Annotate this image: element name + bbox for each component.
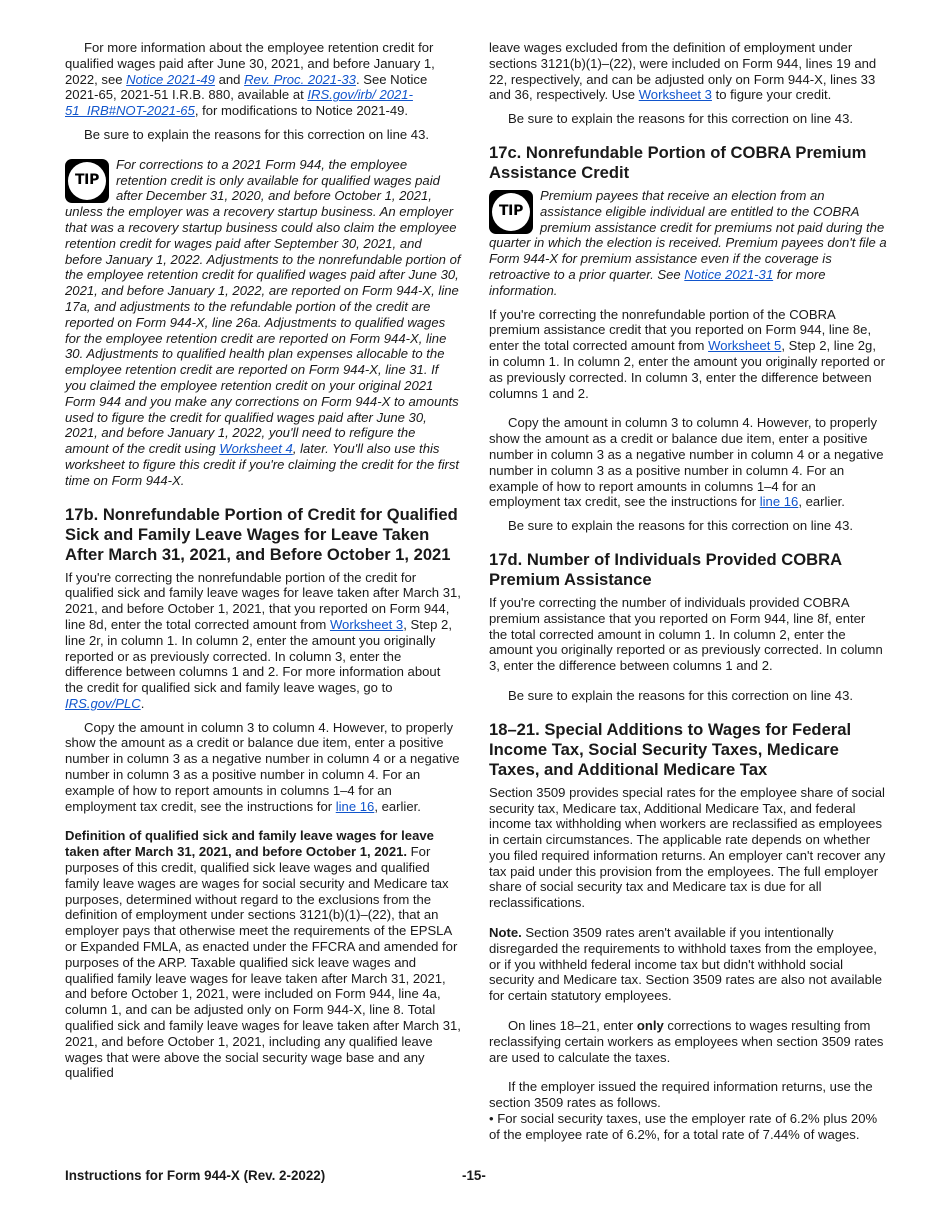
text: , earlier. xyxy=(798,494,845,510)
tip-icon xyxy=(489,190,533,234)
paragraph-note xyxy=(489,925,887,1004)
paragraph-erc-info xyxy=(65,40,461,119)
right-column xyxy=(489,40,887,1143)
tip-text: for more information. xyxy=(489,266,826,298)
heading-18-21: 18–21. Special Additions to Wages for Federal Income Tax, Social Security Taxes, Medicare Taxes, and Additional Medicare Tax xyxy=(489,719,852,779)
text: to figure your credit. xyxy=(711,87,832,103)
link-line-16[interactable]: line 16 xyxy=(759,494,799,510)
text: On lines 18–21, enter xyxy=(508,1018,637,1034)
tip-block-erc xyxy=(65,157,461,489)
paragraph-continued-wages xyxy=(489,40,887,103)
left-column xyxy=(65,40,461,1081)
text: Copy the amount in column 3 to column 4. However, to properly show the amount as a credit or balance due item, enter a positive number in column 3 as a negative number in column 4 or a negative number in column 3 as a positive number in column 4. For an example of how to report amounts in columns 1–4 for an employment tax credit, see the instructions for xyxy=(489,415,884,510)
heading-17b: 17b. Nonrefundable Portion of Credit for Qualified Sick and Family Leave Wages for Leave Taken After March 31, 2021, and Before October 1, 2021 xyxy=(65,504,458,564)
paragraph-lines-18-21 xyxy=(489,1018,887,1065)
tip-text: For corrections to a 2021 Form 944, the employee retention credit is only available for qualified wages paid after December 31, 2020, and before October 1, 2021, unless the employer was a recovery startup business. An employer that was a recovery startup business could also claim the employee retention credit for wages paid after September 30, 2021, and before January 1, 2022. Adjustments to the nonrefundable portion of the employee retention credit for qualified wages paid after June 30, 2021, and before January 1, 2022, are reported on Form 944-X, line 17a, and adjustments to the refundable portion of the credit are reported on Form 944-X, line 26a. Adjustments to qualified wages for the employee retention credit are reported on Form 944-X, line 30. Adjustments to qualified health plan expenses allocable to the employee retention credit are reported on Form 944-X, line 31. If you claimed the employee retention credit on your original 2021 Form 944 and you make any corrections on Form 944-X to amounts used to figure the credit for qualified wages paid after June 30, 2021, and before January 1, 2022, you'll need to refigure the amount of the credit using xyxy=(65,156,461,457)
text: Copy the amount in column 3 to column 4. However, to properly show the amount as a credit or balance due item, enter a positive number in column 3 as a negative number in column 4 or a negative number in column 3 as a positive number in column 4. For an example of how to report amounts in columns 1–4 for an employment tax credit, see the instructions for xyxy=(65,719,460,814)
paragraph-explain-line-43: Be sure to explain the reasons for this correction on line 43. xyxy=(508,111,853,127)
text: For purposes of this credit, qualified sick leave wages and qualified family leave wages are wages for social security and Medicare tax purposes, determined without regard to the exclusions from the definition of employment under sections 3121(b)(1)–(22), that an employer pays that otherwise meet the requirements of the EPSLA or Expanded FMLA, as enacted under the FFCRA and amended for purposes of the ARP. Taxable qualified sick leave wages and qualified family leave wages for leave taken after March 31, 2021, and before October 1, 2021, were included on Form 944, line 4a, column 1, and can be adjusted only on Form 944-X, line 8. Total qualified sick and family leave wages for leave taken after March 31, 2021, and before October 1, 2021, including any qualified leave wages that were above the social security wage base and any qualified xyxy=(65,844,461,1081)
page-number: -15- xyxy=(462,1168,486,1183)
link-worksheet-3[interactable]: Worksheet 3 xyxy=(638,87,712,103)
bullet-social-security: • For social security taxes, use the employer rate of 6.2% plus 20% of the employee rate of 6.2%, for a total rate of 7.44% of wages. xyxy=(489,1111,878,1142)
bold-word: only xyxy=(636,1018,664,1034)
tip-block-cobra xyxy=(489,188,887,299)
link-worksheet-3[interactable]: Worksheet 3 xyxy=(329,616,404,632)
bold-lead: Note. xyxy=(489,925,522,941)
tip-icon xyxy=(65,159,109,203)
link-notice-2021-31[interactable]: Notice 2021-31 xyxy=(684,266,774,282)
paragraph-section-3509: Section 3509 provides special rates for the employee share of social security tax, Medicare tax, Additional Medicare Tax, and federal income tax withholding when workers are reclassified as employees in certain circumstances. The applicable rate depends on whether you filed required information returns. An employer can't recover any tax paid under this provision from the employees. The full employer share of social security tax and Medicare tax is due for all reclassifications. xyxy=(489,784,886,911)
heading-17d: 17d. Number of Individuals Provided COBRA Premium Assistance xyxy=(489,549,842,589)
paragraph-information-returns: If the employer issued the required information returns, use the section 3509 rates as follows. xyxy=(489,1079,873,1111)
text: If you're correcting the nonrefundable portion of the COBRA premium assistance credit that you reported on Form 944, line 8e, enter the total corrected amount from xyxy=(489,306,872,354)
link-irs-irb[interactable]: IRS.gov/irb/ 2021-51_IRB#NOT-2021-65 xyxy=(65,87,413,119)
paragraph-17c-correcting xyxy=(489,307,887,402)
text: Section 3509 rates aren't available if you intentionally disregarded the requirements to withhold taxes from the employee, or if you withheld federal income tax but didn't withhold social security and Medicare tax. Section 3509 rates are also not available for certain statutory employees. xyxy=(489,925,883,1004)
link-worksheet-4[interactable]: Worksheet 4 xyxy=(219,441,293,457)
bold-lead: Definition of qualified sick and family leave wages for leave taken after March 31, 2021, and before October 1, 2021. xyxy=(65,828,434,860)
text: , for modifications to Notice 2021-49. xyxy=(194,103,409,119)
text: , earlier. xyxy=(374,798,421,814)
link-line-16[interactable]: line 16 xyxy=(335,798,375,814)
paragraph-definition-qualified-wages xyxy=(65,828,461,1081)
link-notice-2021-49[interactable]: Notice 2021-49 xyxy=(126,71,215,87)
tip-icon-label: TIP xyxy=(68,162,106,200)
text: leave wages excluded from the definition of employment under sections 3121(b)(1)–(22), were included on Form 944, lines 19 and 22, respectively, and can be adjusted only on Form 944-X, lines 33 and 36, respectively. Use xyxy=(489,40,877,103)
link-irs-plc[interactable]: IRS.gov/PLC xyxy=(65,695,141,711)
tip-text: , later. You'll also use this worksheet to figure this credit if you're claiming the credit for the first time on Form 944-X. xyxy=(65,441,460,488)
footer-title: Instructions for Form 944-X (Rev. 2-2022) xyxy=(65,1168,326,1183)
text: , Step 2, line 2g, in column 1. In column 2, enter the amount you originally reported or as previously corrected. In column 3, enter the difference between columns 1 and 2. xyxy=(489,338,885,401)
text: . See Notice 2021-65, 2021-51 I.R.B. 880, available at xyxy=(65,71,428,103)
paragraph-explain-line-43: Be sure to explain the reasons for this correction on line 43. xyxy=(508,518,853,534)
heading-17c: 17c. Nonrefundable Portion of COBRA Premium Assistance Credit xyxy=(489,142,867,182)
text: and xyxy=(214,71,245,87)
paragraph-17b-correcting xyxy=(65,570,461,712)
paragraph-17b-copy-amount xyxy=(65,720,461,815)
text: If you're correcting the nonrefundable portion of the credit for qualified sick and family leave wages for leave taken after March 31, 2021, and before October 1, 2021, that you reported on Form 944, line 8d, enter the total corrected amount from xyxy=(65,569,461,632)
link-rev-proc-2021-33[interactable]: Rev. Proc. 2021-33 xyxy=(244,71,356,87)
text: corrections to wages resulting from reclassifying certain workers as employees when section 3509 rates are used to calculate the taxes. xyxy=(489,1018,884,1065)
tip-icon-label: TIP xyxy=(492,193,530,231)
paragraph-17d-correcting: If you're correcting the number of individuals provided COBRA premium assistance that you reported on Form 944, line 8f, enter the total corrected amount in column 1. In column 2, enter the amount you originally reported or as previously corrected. In column 3, enter the difference between columns 1 and 2. xyxy=(489,594,883,674)
paragraph-explain-line-43: Be sure to explain the reasons for this correction on line 43. xyxy=(508,687,853,703)
paragraph-17c-copy-amount xyxy=(489,415,887,510)
tip-text: Premium payees that receive an election from an assistance eligible individual are entitled to the COBRA premium assistance credit for premiums not paid during the quarter in which the election is received. Premium payees don't file a Form 944-X for premium assistance even if the coverage is retroactive to a prior quarter. See xyxy=(489,187,887,282)
text: . xyxy=(140,695,145,711)
paragraph-explain-line-43: Be sure to explain the reasons for this correction on line 43. xyxy=(84,126,429,142)
text: , Step 2, line 2r, in column 1. In column 2, enter the amount you originally reported or as previously corrected. In column 3, enter the difference between columns 1 and 2. For more information about the credit for qualified sick and family leave wages, go to xyxy=(65,616,452,696)
link-worksheet-5[interactable]: Worksheet 5 xyxy=(708,338,782,354)
text: For more information about the employee retention credit for qualified wages paid after June 30, 2021, and before January 1, 2022, see xyxy=(65,40,435,87)
